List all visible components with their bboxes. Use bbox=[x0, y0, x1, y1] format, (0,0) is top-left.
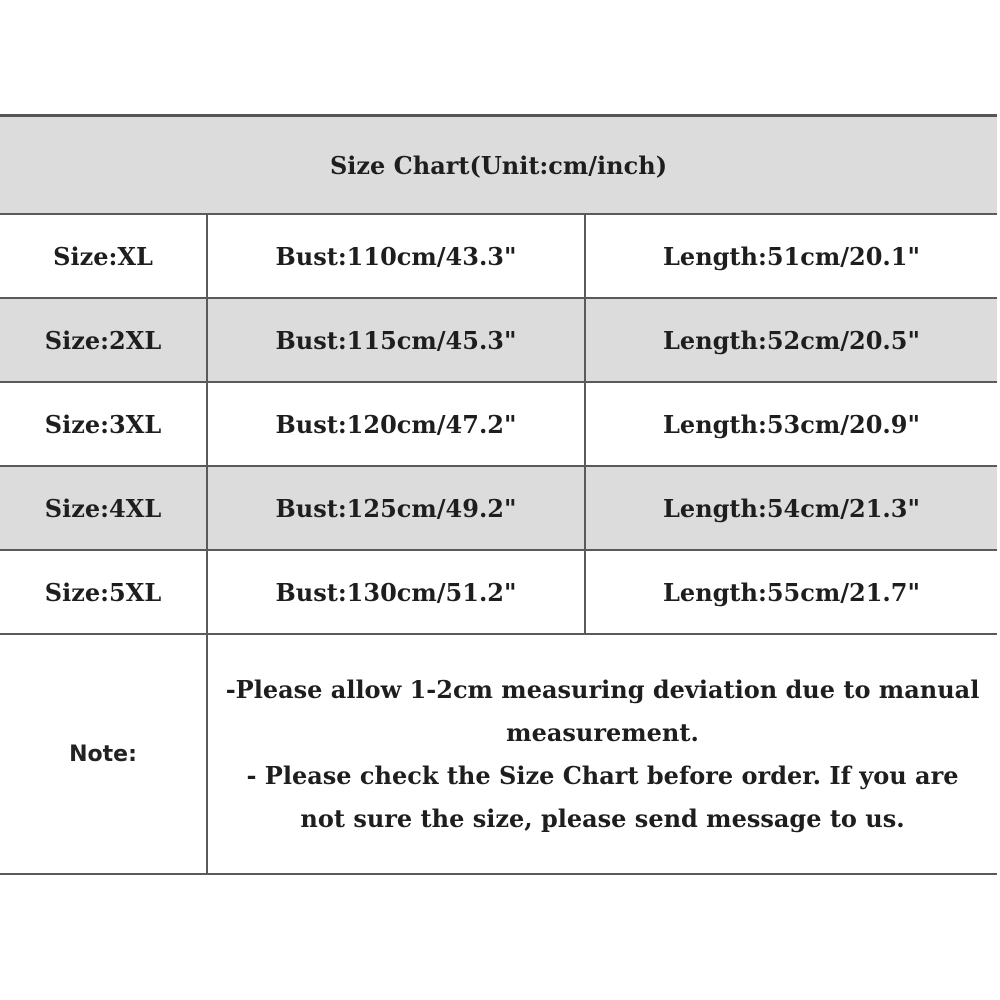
table-title: Size Chart(Unit:cm/inch) bbox=[0, 116, 997, 215]
size-cell: Size:4XL bbox=[0, 466, 207, 550]
length-cell: Length:51cm/20.1" bbox=[585, 214, 997, 298]
bust-cell: Bust:120cm/47.2" bbox=[207, 382, 585, 466]
table-row bbox=[0, 298, 997, 382]
length-cell: Length:54cm/21.3" bbox=[585, 466, 997, 550]
bust-cell: Bust:115cm/45.3" bbox=[207, 298, 585, 382]
length-cell: Length:53cm/20.9" bbox=[585, 382, 997, 466]
size-cell: Size:5XL bbox=[0, 550, 207, 634]
size-cell: Size:XL bbox=[0, 214, 207, 298]
bust-cell: Bust:130cm/51.2" bbox=[207, 550, 585, 634]
length-cell: Length:52cm/20.5" bbox=[585, 298, 997, 382]
size-chart-table bbox=[0, 114, 997, 875]
size-cell: Size:3XL bbox=[0, 382, 207, 466]
size-cell: Size:2XL bbox=[0, 298, 207, 382]
table-row bbox=[0, 214, 997, 298]
note-row bbox=[0, 634, 997, 874]
table-row bbox=[0, 466, 997, 550]
note-line-check-size: - Please check the Size Chart before order. If you are not sure the size, please send message to us. bbox=[246, 761, 959, 833]
note-text bbox=[207, 634, 997, 874]
note-label: Note: bbox=[0, 634, 207, 874]
table-row bbox=[0, 382, 997, 466]
note-line-deviation: -Please allow 1-2cm measuring deviation due to manual measurement. bbox=[225, 675, 980, 747]
length-cell: Length:55cm/21.7" bbox=[585, 550, 997, 634]
bust-cell: Bust:110cm/43.3" bbox=[207, 214, 585, 298]
bust-cell: Bust:125cm/49.2" bbox=[207, 466, 585, 550]
table-row bbox=[0, 550, 997, 634]
